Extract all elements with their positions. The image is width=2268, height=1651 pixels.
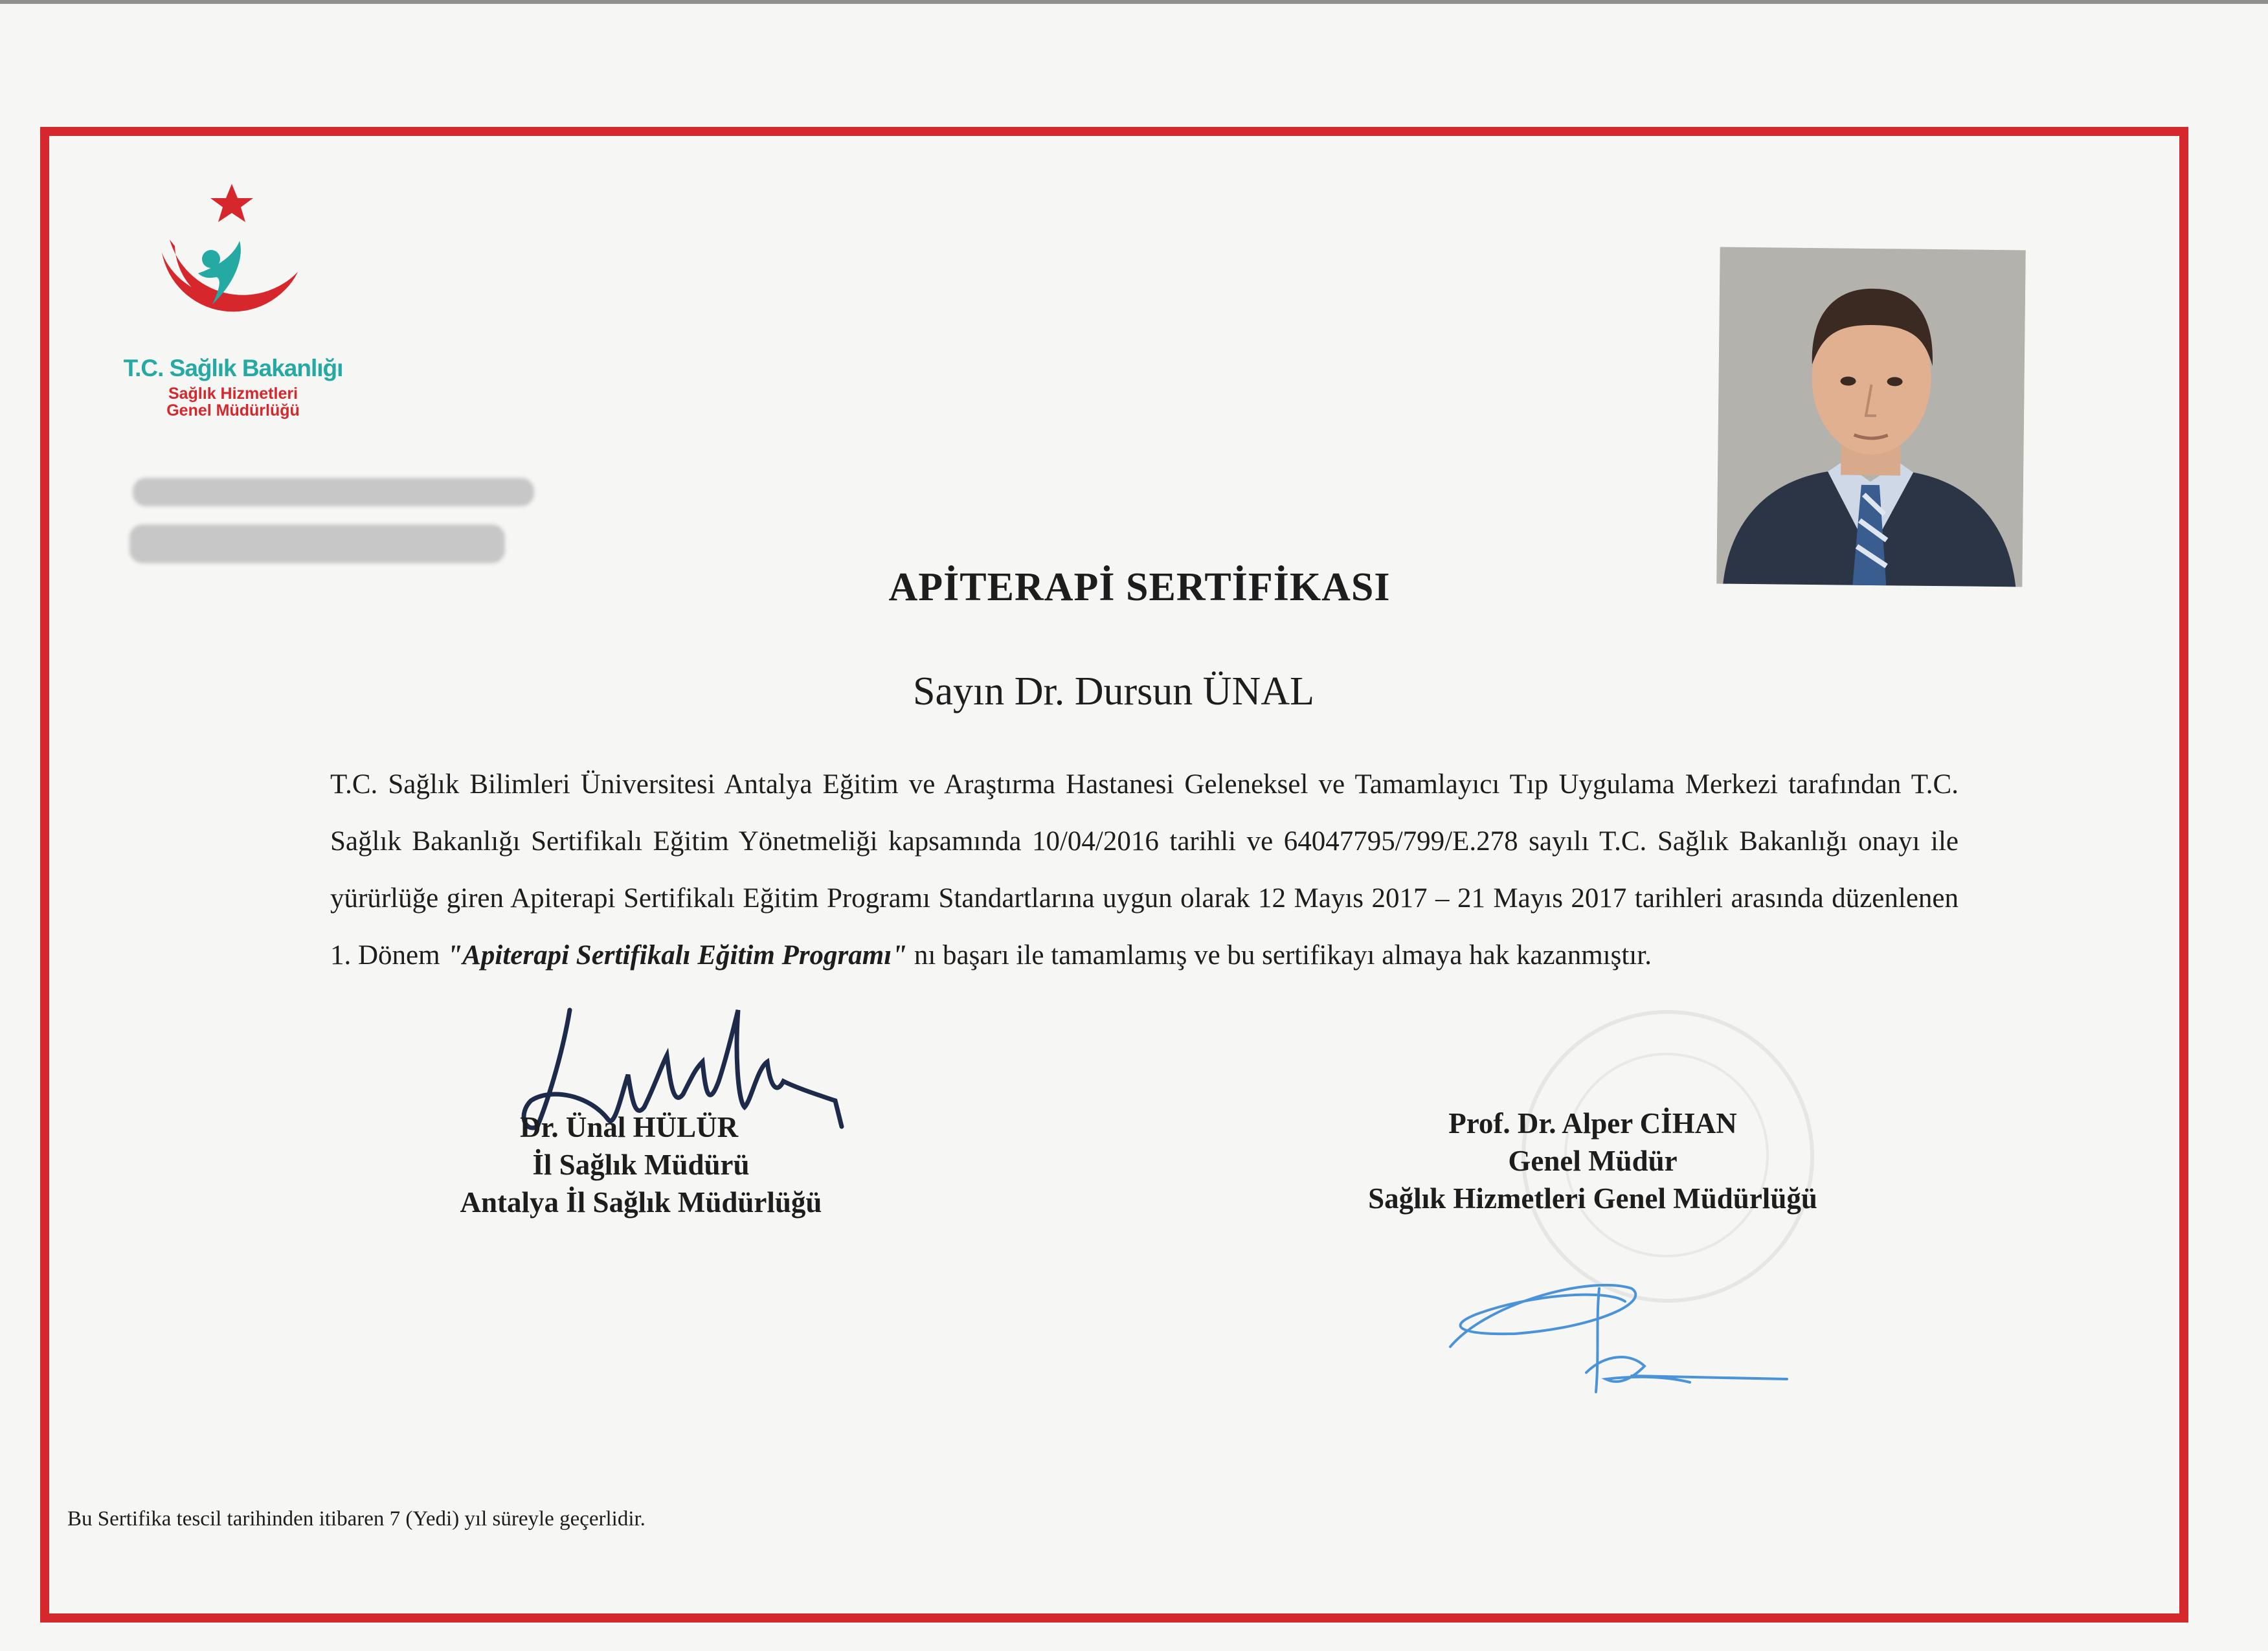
left-signatory-org: Antalya İl Sağlık Müdürlüğü bbox=[460, 1186, 822, 1219]
redacted-line-1 bbox=[133, 478, 534, 506]
body-text-part1: T.C. Sağlık Bilimleri Üniversitesi Antalya Eğitim ve Araştırma Hastanesi Geleneksel ve Tamamlayıcı Tıp Uygulama Merkezi tarafından T.C. Sağlık Bakanlığı Sertifikalı Eğitim Yönetmeliği kapsamında 10/04/2016 tarihli ve 64047795/799/E.278 sayılı T.C. Sağlık Bakanlığı onayı ile yürürlüğe giren Apiterapi Sertifikalı Eğitim Programı Standartlarına uygun olarak 12 Mayıs 2017 – 21 Mayıs 2017 tarihleri arasında düzenlenen 1. Dönem bbox=[330, 769, 1959, 971]
redacted-line-2 bbox=[129, 524, 505, 563]
logo-subtitle-line2: Genel Müdürlüğü bbox=[166, 401, 300, 420]
right-signatory-org: Sağlık Hizmetleri Genel Müdürlüğü bbox=[1368, 1182, 1817, 1215]
left-signatory-name: Dr. Ünal HÜLÜR bbox=[520, 1111, 739, 1143]
right-signatory-name: Prof. Dr. Alper CİHAN bbox=[1448, 1107, 1737, 1140]
portrait-photo bbox=[1716, 247, 2025, 587]
program-name: "Apiterapi Sertifikalı Eğitim Programı" bbox=[447, 940, 908, 971]
validity-note: Bu Sertifika tescil tarihinden itibaren 7 (Yedi) yıl süreyle geçerlidir. bbox=[67, 1507, 646, 1531]
certificate-body bbox=[330, 756, 1959, 984]
logo-title: T.C. Sağlık Bakanlığı bbox=[123, 355, 343, 381]
right-signatory bbox=[1334, 1105, 1852, 1217]
recipient-name: Sayın Dr. Dursun ÜNAL bbox=[913, 669, 1314, 713]
left-signatory-role: İl Sağlık Müdürü bbox=[532, 1149, 750, 1181]
ministry-emblem-icon bbox=[136, 181, 330, 350]
scan-edge bbox=[0, 0, 2268, 4]
certificate-title: APİTERAPİ SERTİFİKASI bbox=[888, 565, 1391, 609]
logo-subtitle-line1: Sağlık Hizmetleri bbox=[168, 385, 298, 403]
right-signatory-role: Genel Müdür bbox=[1508, 1145, 1678, 1177]
left-signatory bbox=[388, 1108, 893, 1221]
right-signature-icon bbox=[1437, 1263, 1800, 1411]
ministry-logo bbox=[110, 181, 356, 421]
portrait-icon bbox=[1716, 247, 2025, 587]
body-text-part2: nı başarı ile tamamlamış ve bu sertifikayı almaya hak kazanmıştır. bbox=[907, 940, 1652, 971]
